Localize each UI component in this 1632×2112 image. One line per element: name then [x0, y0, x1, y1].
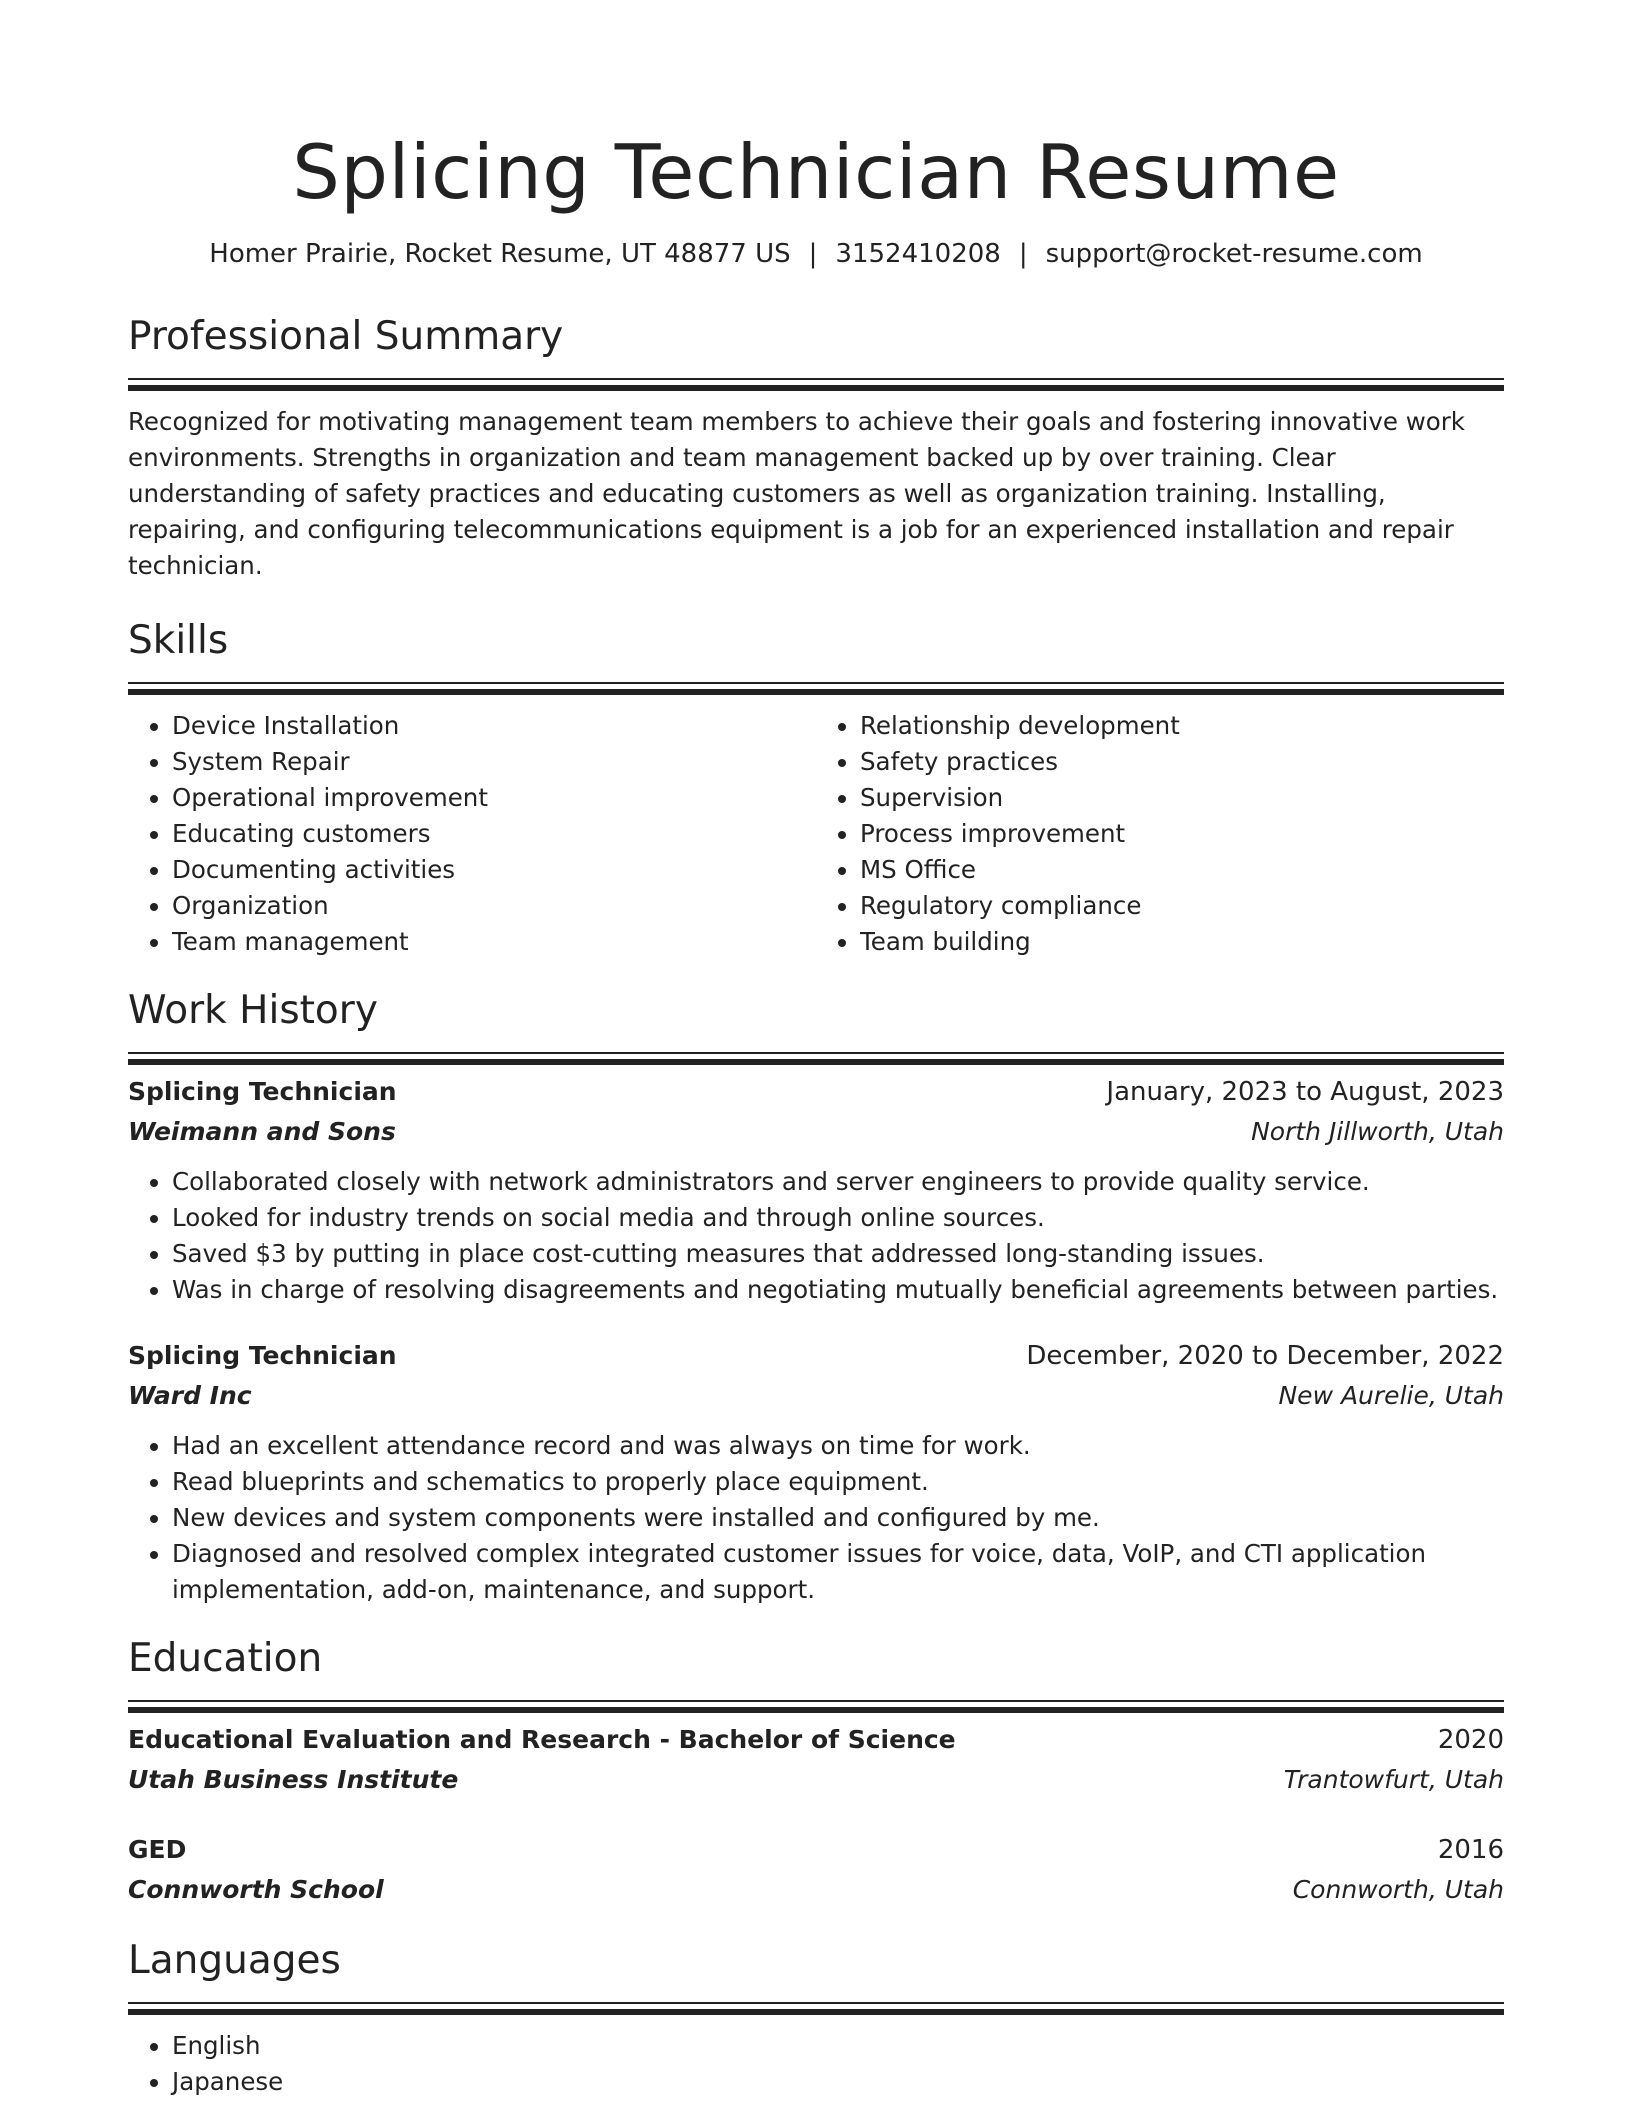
section-languages — [128, 1936, 1504, 2100]
skills-list-right — [816, 708, 1504, 960]
contact-phone: 3152410208 — [835, 239, 1001, 269]
skill-item: • MS Office — [860, 852, 1504, 888]
job-dates: January, 2023 to August, 2023 — [1106, 1077, 1504, 1107]
job-bullet: • New devices and system components were installed and configured by me. — [172, 1500, 1504, 1536]
job-bullet: • Collaborated closely with network administrators and server engineers to provide quality service. — [172, 1164, 1504, 1200]
skill-item: • Team building — [860, 924, 1504, 960]
education-entry — [128, 1720, 1504, 1800]
job-location: New Aurelie, Utah — [1278, 1381, 1504, 1410]
skill-item: • Documenting activities — [172, 852, 816, 888]
skill-item: • Regulatory compliance — [860, 888, 1504, 924]
job-entry — [128, 1336, 1504, 1608]
section-divider — [128, 2002, 1504, 2004]
job-company: Weimann and Sons — [128, 1117, 396, 1146]
section-heading: Education — [128, 1636, 323, 1681]
job-bullet: • Saved $3 by putting in place cost-cutting measures that addressed long-standing issues. — [172, 1236, 1504, 1272]
contact-separator: | — [1018, 239, 1028, 269]
language-item: • English — [172, 2028, 1504, 2064]
job-title: Splicing Technician — [128, 1341, 397, 1370]
section-heading: Skills — [128, 618, 229, 663]
contact-line — [128, 236, 1504, 272]
job-company: Ward Inc — [128, 1381, 252, 1410]
education-school: Utah Business Institute — [128, 1765, 459, 1794]
skill-item: • Relationship development — [860, 708, 1504, 744]
section-education — [128, 1634, 1504, 1910]
skill-item: • Operational improvement — [172, 780, 816, 816]
section-summary — [128, 312, 1504, 584]
job-location: North Jillworth, Utah — [1251, 1117, 1504, 1146]
resume-title: Splicing Technician Resume — [292, 128, 1340, 216]
job-entry — [128, 1072, 1504, 1308]
education-school: Connworth School — [128, 1875, 384, 1904]
job-bullet: • Read blueprints and schematics to properly place equipment. — [172, 1464, 1504, 1500]
skills-list-left — [128, 708, 816, 960]
job-bullet: • Had an excellent attendance record and was always on time for work. — [172, 1428, 1504, 1464]
section-divider — [128, 682, 1504, 684]
contact-address: Homer Prairie, Rocket Resume, UT 48877 US — [209, 239, 791, 269]
education-location: Trantowfurt, Utah — [1283, 1765, 1504, 1794]
skill-item: • System Repair — [172, 744, 816, 780]
skill-item: • Educating customers — [172, 816, 816, 852]
job-bullet: • Looked for industry trends on social media and through online sources. — [172, 1200, 1504, 1236]
education-year: 2016 — [1437, 1835, 1504, 1865]
resume-page — [128, 0, 1504, 2100]
education-location: Connworth, Utah — [1292, 1875, 1504, 1904]
job-title: Splicing Technician — [128, 1077, 397, 1106]
skill-item: • Device Installation — [172, 708, 816, 744]
section-heading: Work History — [128, 988, 378, 1033]
skill-item: • Process improvement — [860, 816, 1504, 852]
section-divider — [128, 378, 1504, 380]
job-bullet: • Was in charge of resolving disagreements and negotiating mutually beneficial agreements between parties. — [172, 1272, 1504, 1308]
job-bullet: • Diagnosed and resolved complex integrated customer issues for voice, data, VoIP, and CTI application implementation, add-on, maintenance, and support. — [172, 1536, 1504, 1608]
section-work-history — [128, 986, 1504, 1608]
skill-item: • Safety practices — [860, 744, 1504, 780]
job-bullets — [128, 1164, 1504, 1308]
section-divider — [128, 1052, 1504, 1054]
contact-email[interactable]: support@rocket-resume.com — [1045, 239, 1423, 269]
education-entry — [128, 1830, 1504, 1910]
skill-item: • Team management — [172, 924, 816, 960]
education-year: 2020 — [1437, 1725, 1504, 1755]
section-skills — [128, 616, 1504, 960]
skill-item: • Supervision — [860, 780, 1504, 816]
education-degree: GED — [128, 1835, 187, 1864]
section-heading: Professional Summary — [128, 314, 564, 359]
section-heading: Languages — [128, 1938, 341, 1983]
languages-list — [128, 2028, 1504, 2100]
contact-separator: | — [808, 239, 818, 269]
skill-item: • Organization — [172, 888, 816, 924]
job-bullets — [128, 1428, 1504, 1608]
job-dates: December, 2020 to December, 2022 — [1026, 1341, 1504, 1371]
education-degree: Educational Evaluation and Research - Bachelor of Science — [128, 1725, 956, 1754]
summary-text: Recognized for motivating management team members to achieve their goals and fostering innovative work environments. Strengths in organization and team management backed up by over training. Clear understanding of safety practices and educating customers as well as organization training. Installing, repairing, and configuring telecommunications equipment is a job for an experienced installation and repair technician. — [128, 407, 1465, 580]
language-item: • Japanese — [172, 2064, 1504, 2100]
section-divider — [128, 1700, 1504, 1702]
